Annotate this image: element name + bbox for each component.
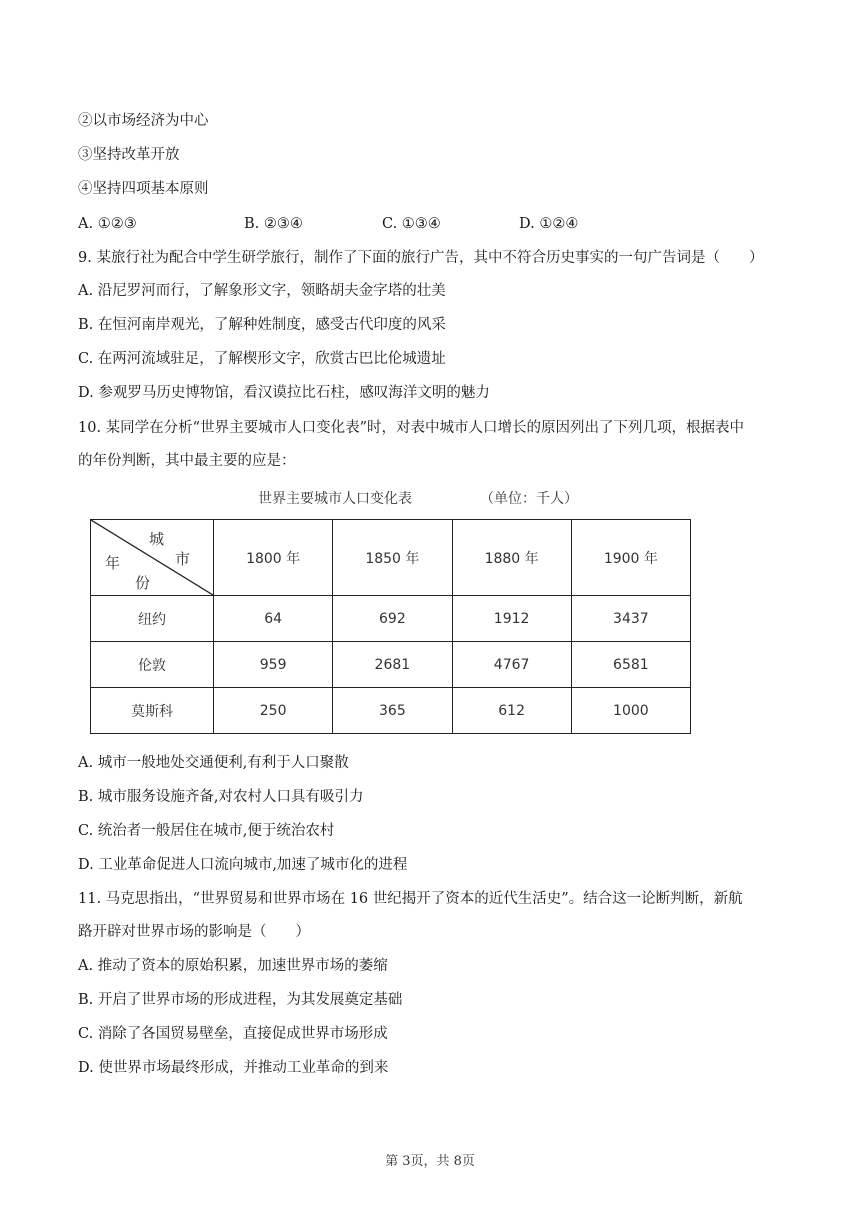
q8-option-a: A. ①②③ — [78, 216, 137, 232]
value-cell: 612 — [452, 688, 571, 734]
value-cell: 250 — [214, 688, 333, 734]
page-footer: 第 3页，共 8页 — [385, 1154, 475, 1169]
table-title: 世界主要城市人口变化表 — [258, 491, 412, 507]
corner-row-char-1: 年 — [105, 554, 121, 572]
corner-row-char-2: 份 — [135, 574, 151, 592]
q11-stem-line2: 路开辟对世界市场的影响是（ ） — [78, 924, 310, 940]
q9-stem: 9. 某旅行社为配合中学生研学旅行，制作了下面的旅行广告，其中不符合历史事实的一句广告词是（ ） — [78, 250, 764, 266]
year-header-1880: 1880 年 — [452, 520, 571, 596]
table-row-newyork — [91, 596, 691, 642]
table-row-london — [91, 642, 691, 688]
q10-option-d: D. 工业革命促进人口流向城市,加速了城市化的进程 — [78, 857, 408, 873]
prev-item-2: ②以市场经济为中心 — [78, 113, 209, 129]
q8-option-b: B. ②③④ — [244, 216, 303, 232]
table-header-row — [91, 520, 691, 596]
city-cell: 纽约 — [91, 596, 214, 642]
q9-option-b: B. 在恒河南岸观光，了解种姓制度，感受古代印度的风采 — [78, 317, 446, 333]
value-cell: 1912 — [452, 596, 571, 642]
table-caption — [90, 488, 690, 508]
value-cell: 2681 — [333, 642, 452, 688]
q11-option-b: B. 开启了世界市场的形成进程，为其发展奠定基础 — [78, 992, 403, 1008]
value-cell: 3437 — [571, 596, 690, 642]
q10-option-c: C. 统治者一般居住在城市,便于统治农村 — [78, 823, 335, 839]
q10-stem-line2: 的年份判断，其中最主要的应是： — [78, 453, 296, 469]
table-unit: （单位：千人） — [480, 491, 578, 507]
prev-item-4: ④坚持四项基本原则 — [78, 181, 209, 197]
q8-option-d: D. ①②④ — [519, 216, 579, 232]
value-cell: 64 — [214, 596, 333, 642]
city-cell: 伦敦 — [91, 642, 214, 688]
q9-option-d: D. 参观罗马历史博物馆，看汉谟拉比石柱，感叹海洋文明的魅力 — [78, 385, 490, 401]
corner-col-char-1: 城 — [149, 530, 165, 548]
population-table — [90, 519, 691, 734]
year-header-1850: 1850 年 — [333, 520, 452, 596]
value-cell: 6581 — [571, 642, 690, 688]
q9-option-c: C. 在两河流域驻足，了解楔形文字，欣赏古巴比伦城遗址 — [78, 351, 446, 367]
value-cell: 692 — [333, 596, 452, 642]
corner-col-char-2: 市 — [175, 550, 191, 568]
year-header-1800: 1800 年 — [214, 520, 333, 596]
q10-stem-line1: 10. 某同学在分析“世界主要城市人口变化表”时，对表中城市人口增长的原因列出了下列几项，根据表中 — [78, 420, 744, 436]
prev-item-3: ③坚持改革开放 — [78, 147, 180, 163]
q8-option-c: C. ①③④ — [382, 216, 441, 232]
q9-option-a: A. 沿尼罗河而行，了解象形文字，领略胡夫金字塔的壮美 — [78, 283, 446, 299]
q11-option-a: A. 推动了资本的原始积累，加速世界市场的萎缩 — [78, 958, 388, 974]
q8-options — [78, 214, 778, 234]
value-cell: 4767 — [452, 642, 571, 688]
q10-option-a: A. 城市一般地处交通便利,有利于人口聚散 — [78, 755, 349, 771]
q10-option-b: B. 城市服务设施齐备,对农村人口具有吸引力 — [78, 789, 364, 805]
year-header-1900: 1900 年 — [571, 520, 690, 596]
city-cell: 莫斯科 — [91, 688, 214, 734]
value-cell: 365 — [333, 688, 452, 734]
q11-option-d: D. 使世界市场最终形成，并推动工业革命的到来 — [78, 1060, 389, 1076]
q11-stem-line1: 11. 马克思指出，“世界贸易和世界市场在 16 世纪揭开了资本的近代生活史”。结合这一论断判断，新航 — [78, 891, 743, 907]
value-cell: 1000 — [571, 688, 690, 734]
q11-option-c: C. 消除了各国贸易壁垒，直接促成世界市场形成 — [78, 1026, 388, 1042]
table-corner-cell — [91, 520, 214, 596]
value-cell: 959 — [214, 642, 333, 688]
table-row-moscow — [91, 688, 691, 734]
